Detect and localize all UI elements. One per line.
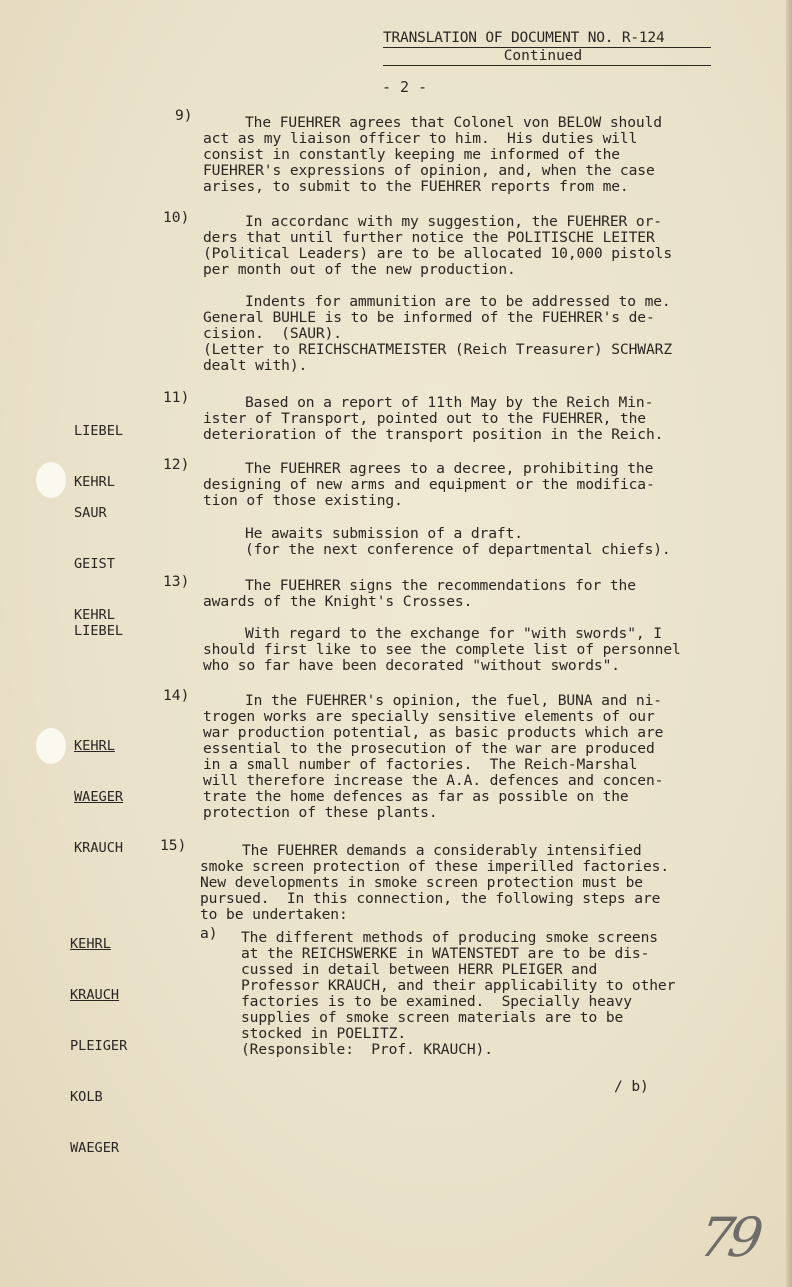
margin-name: SAUR (74, 505, 107, 521)
margin-name: GEIST (74, 556, 115, 572)
margin-name: WAEGER (74, 789, 124, 805)
margin-name: KOLB (70, 1089, 103, 1105)
margin-names (70, 902, 127, 1174)
margin-name: KEHRL (74, 738, 115, 754)
margin-name: LIEBEL (74, 423, 124, 439)
margin-name: WAEGER (70, 1140, 120, 1156)
document-subtitle: Continued (383, 48, 711, 66)
item-12-text: The FUEHRER agrees to a decree, prohibiting the designing of new arms and equipment or the modifica- tion of those existing. (203, 460, 655, 509)
punch-hole (36, 728, 66, 764)
item-15-text: The FUEHRER demands a considerably intensified smoke screen protection of these imperilled factories. New developments in smoke screen protection must be pursued. In this connection, the following steps are to be undertaken: (200, 842, 670, 923)
margin-name: KEHRL (74, 607, 115, 623)
margin-name: KRAUCH (74, 840, 124, 856)
item-14-text: In the FUEHRER's opinion, the fuel, BUNA and ni- trogen works are specially sensitive elements of our war production potential, as basic products which are essential to the prosecution of the war are produced in a small number of factories. The Reich-Marshal will therefore increase the A.A. defences and concen- trate the home defences as far as possible on the protection of these plants. (203, 692, 664, 821)
item-13-text: The FUEHRER signs the recommendations for the awards of the Knight's Crosses. (203, 577, 636, 610)
page-edge (786, 0, 792, 1287)
item-number: 14) (163, 687, 190, 704)
sub-item-a-text: The different methods of producing smoke screens at the REICHSWERKE in WATENSTEDT are to be dis- cussed in detail between HERR PLEIGER and Professor KRAUCH, and their applicability to other factories is to be examined. Specially heavy supplies of smoke screen materials are to be stocked in POELITZ. (Responsible: Prof. KRAUCH). (241, 929, 676, 1058)
item-number: 11) (163, 389, 190, 406)
item-12-text-2: He awaits submission of a draft. (for the next conference of departmental chiefs). (245, 525, 671, 558)
continuation-marker: / b) (614, 1078, 649, 1095)
margin-names (74, 704, 123, 874)
item-10-text: In accordanc with my suggestion, the FUEHRER or- ders that until further notice the POLITISCHE LEITER (Political Leaders) are to be allocated 10,000 pistols per month out of the new production. (203, 213, 673, 278)
handwritten-page-number: 79 (695, 1206, 762, 1269)
item-11-text: Based on a report of 11th May by the Reich Min- ister of Transport, pointed out to the FUEHRER, the deterioration of the transport position in the Reich. (203, 394, 664, 443)
item-number: 12) (163, 456, 190, 473)
item-10-text-2: Indents for ammunition are to be addressed to me. General BUHLE is to be informed of the FUEHRER's de- cision. (SAUR). (Letter to REICHSCHATMEISTER (Reich Treasurer) SCHWARZ dealt with). (203, 293, 673, 374)
margin-name: KEHRL (70, 936, 111, 952)
item-13-text-2: With regard to the exchange for "with swords", I should first like to see the complete list of personnel who so far have been decorated "without swords". (203, 625, 681, 674)
document-header (383, 30, 711, 66)
margin-name: PLEIGER (70, 1038, 128, 1054)
sub-item-label: a) (200, 925, 218, 942)
margin-name: KRAUCH (70, 987, 120, 1003)
punch-hole (36, 462, 66, 498)
margin-name: KEHRL (74, 474, 115, 490)
item-number: 10) (163, 209, 190, 226)
margin-names (74, 589, 123, 657)
margin-name: LIEBEL (74, 623, 124, 639)
item-number: 13) (163, 573, 190, 590)
item-9-text: The FUEHRER agrees that Colonel von BELOW should act as my liaison officer to him. His duties will consist in constantly keeping me informed of the FUEHRER's expressions of opinion, and, when the case arises, to submit to the FUEHRER reports from me. (203, 114, 662, 195)
item-number: 15) (160, 837, 187, 854)
page-number: - 2 - (382, 78, 428, 96)
document-title: TRANSLATION OF DOCUMENT NO. R-124 (383, 30, 711, 48)
item-number: 9) (175, 107, 193, 124)
